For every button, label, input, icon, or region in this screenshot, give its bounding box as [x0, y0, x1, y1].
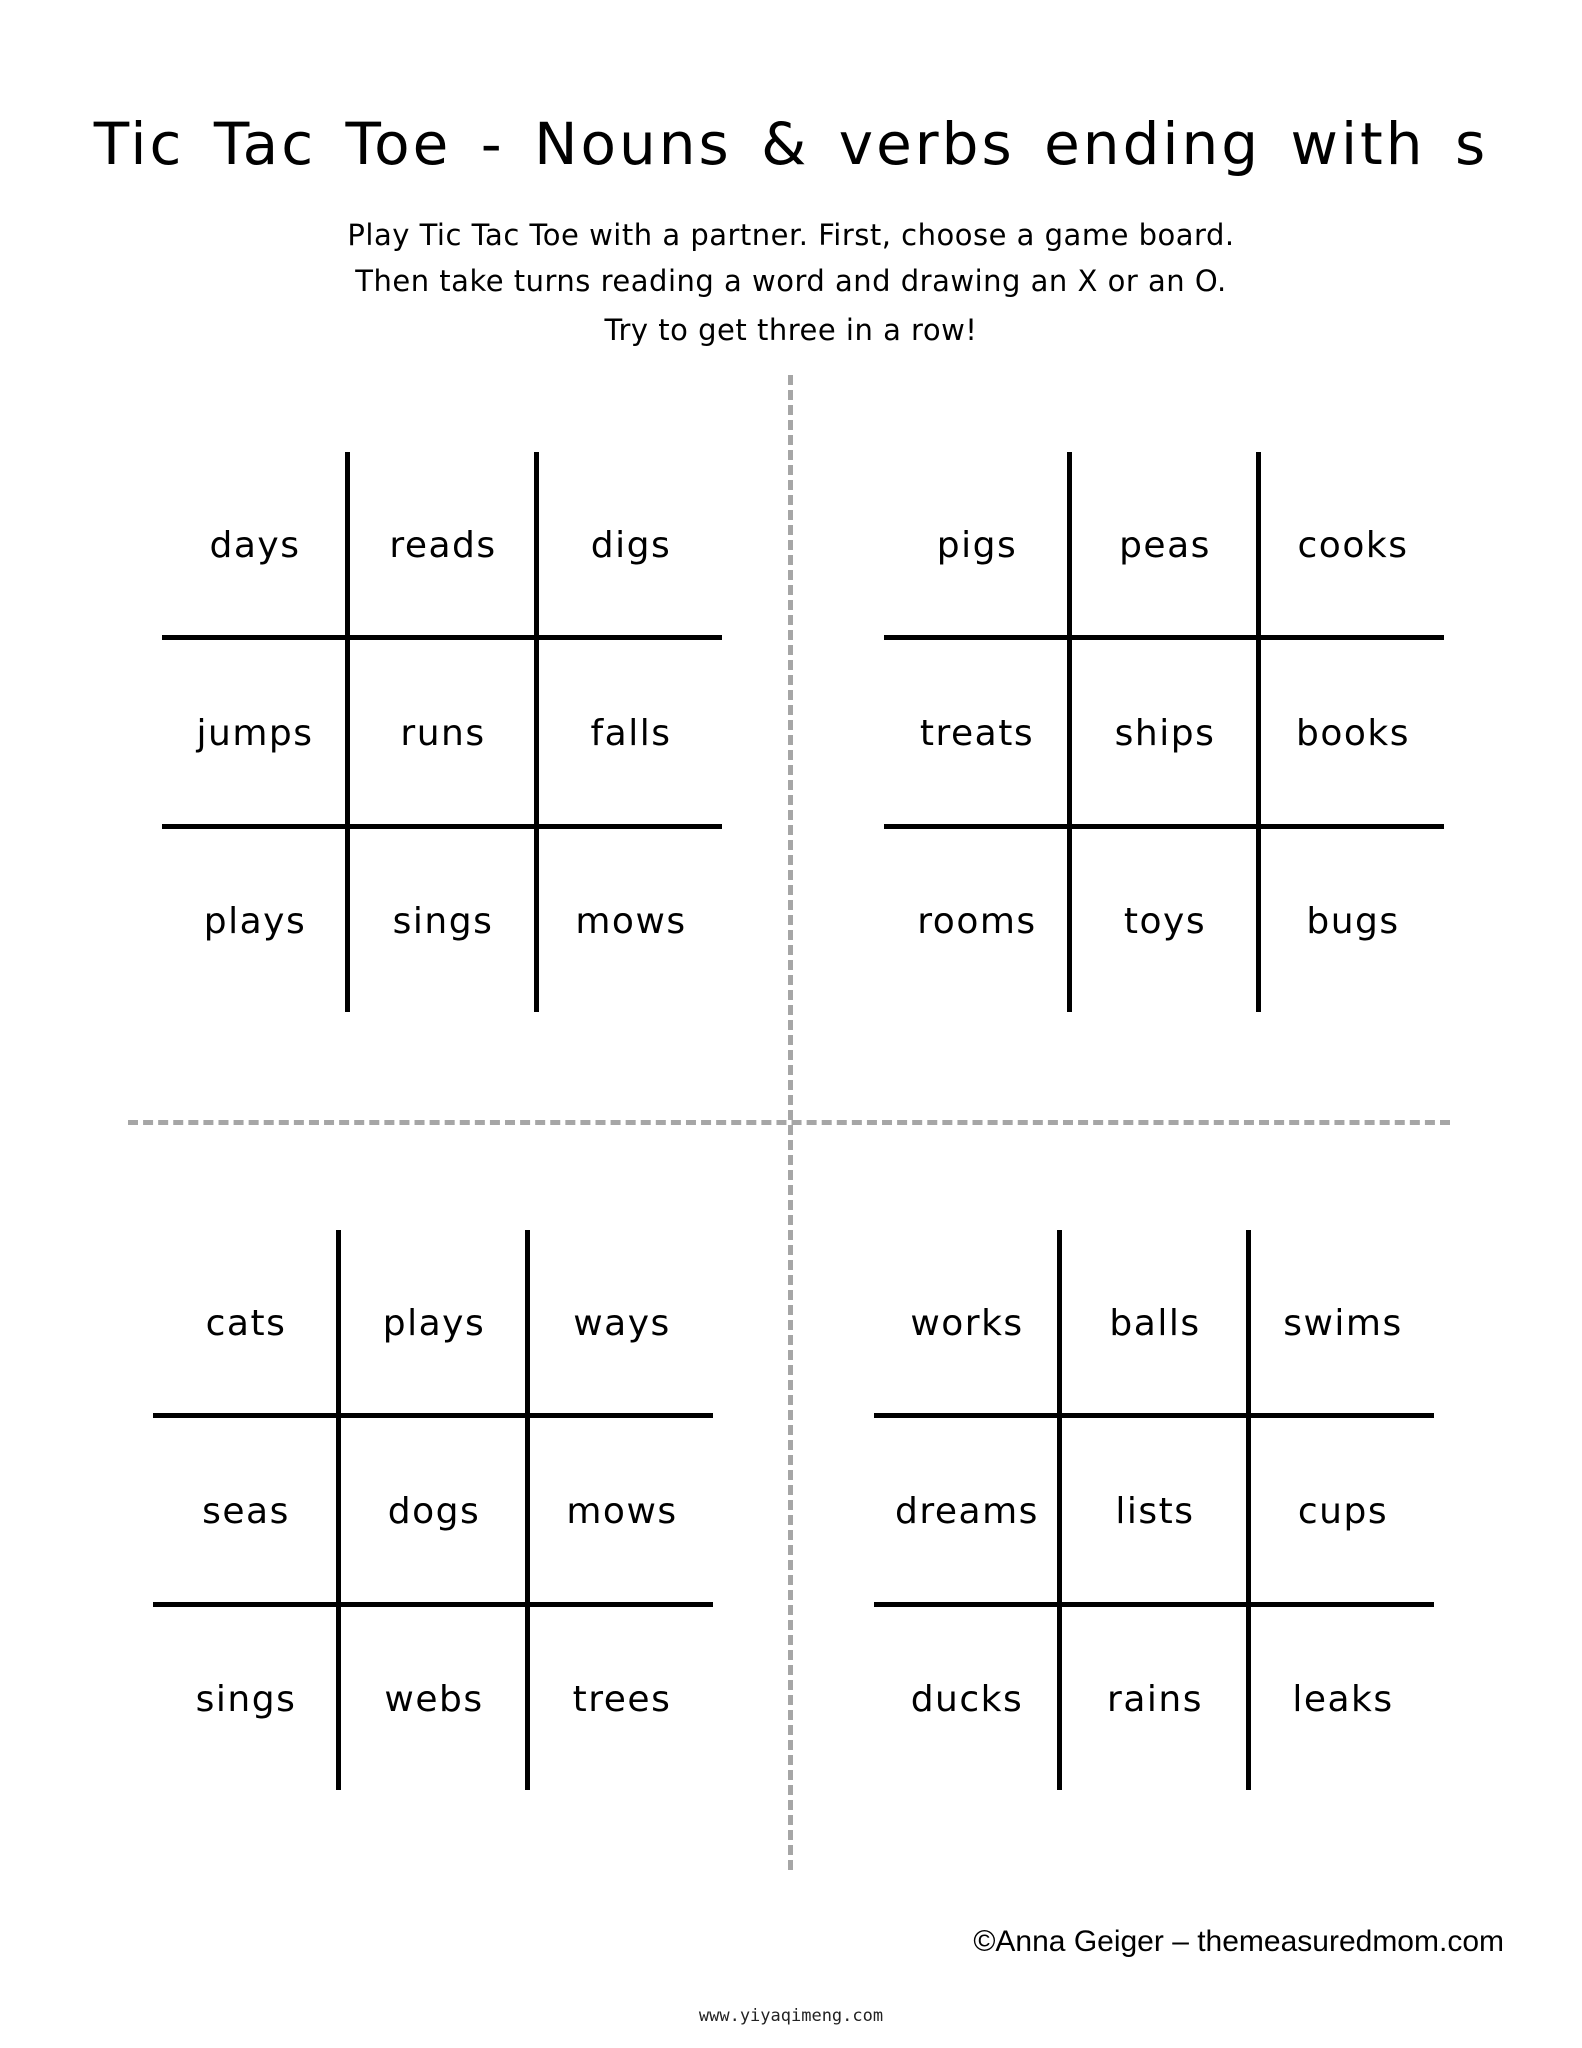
board-cell[interactable]: webs — [384, 1678, 484, 1720]
copyright-notice: ©Anna Geiger – themeasuredmom.com — [973, 1925, 1504, 1958]
board-cell[interactable]: dogs — [387, 1490, 481, 1532]
board-cell[interactable]: ways — [573, 1302, 671, 1344]
board-cell[interactable]: seas — [202, 1490, 290, 1532]
board-cell[interactable]: bugs — [1306, 900, 1400, 942]
board-cell[interactable]: treats — [919, 712, 1035, 754]
board-cell[interactable]: toys — [1123, 900, 1207, 942]
board-cell[interactable]: mows — [575, 900, 687, 942]
board-cell[interactable]: rains — [1107, 1678, 1203, 1720]
instruction-line-3: Try to get three in a row! — [604, 313, 978, 347]
website-watermark: www.yiyaqimeng.com — [698, 2006, 884, 2026]
game-board-4 — [874, 1230, 1434, 1790]
board-cell[interactable]: rooms — [917, 900, 1037, 942]
instruction-line-1: Play Tic Tac Toe with a partner. First, choose a game board. — [347, 218, 1235, 252]
board-cell[interactable]: ships — [1114, 712, 1216, 754]
board-cell[interactable]: jumps — [196, 712, 314, 754]
board-cell[interactable]: cooks — [1297, 524, 1409, 566]
board-cell[interactable]: digs — [590, 524, 672, 566]
board-cell[interactable]: sings — [195, 1678, 297, 1720]
board-cell[interactable]: runs — [400, 712, 486, 754]
horizontal-cut-line — [128, 1120, 1450, 1125]
game-board-1 — [162, 452, 722, 1012]
instruction-line-2: Then take turns reading a word and drawing an X or an O. — [355, 264, 1227, 298]
board-cell[interactable]: sings — [392, 900, 494, 942]
board-cell[interactable]: pigs — [936, 524, 1018, 566]
board-cell[interactable]: lists — [1115, 1490, 1195, 1532]
board-cell[interactable]: plays — [203, 900, 307, 942]
board-cell[interactable]: leaks — [1292, 1678, 1394, 1720]
board-cell[interactable]: dreams — [895, 1490, 1039, 1532]
page-title: Tic Tac Toe - Nouns & verbs ending with s — [93, 110, 1489, 178]
game-board-3 — [153, 1230, 713, 1790]
board-cell[interactable]: reads — [389, 524, 497, 566]
board-cell[interactable]: swims — [1283, 1302, 1403, 1344]
board-cell[interactable]: cats — [205, 1302, 287, 1344]
board-cell[interactable]: ducks — [910, 1678, 1024, 1720]
board-cell[interactable]: balls — [1109, 1302, 1201, 1344]
board-cell[interactable]: days — [209, 524, 301, 566]
board-cell[interactable]: trees — [572, 1678, 672, 1720]
board-cell[interactable]: cups — [1297, 1490, 1389, 1532]
board-cell[interactable]: plays — [382, 1302, 486, 1344]
game-board-2 — [884, 452, 1444, 1012]
board-cell[interactable]: books — [1295, 712, 1410, 754]
board-cell[interactable]: mows — [566, 1490, 678, 1532]
board-cell[interactable]: falls — [590, 712, 672, 754]
board-cell[interactable]: works — [910, 1302, 1024, 1344]
board-cell[interactable]: peas — [1119, 524, 1211, 566]
